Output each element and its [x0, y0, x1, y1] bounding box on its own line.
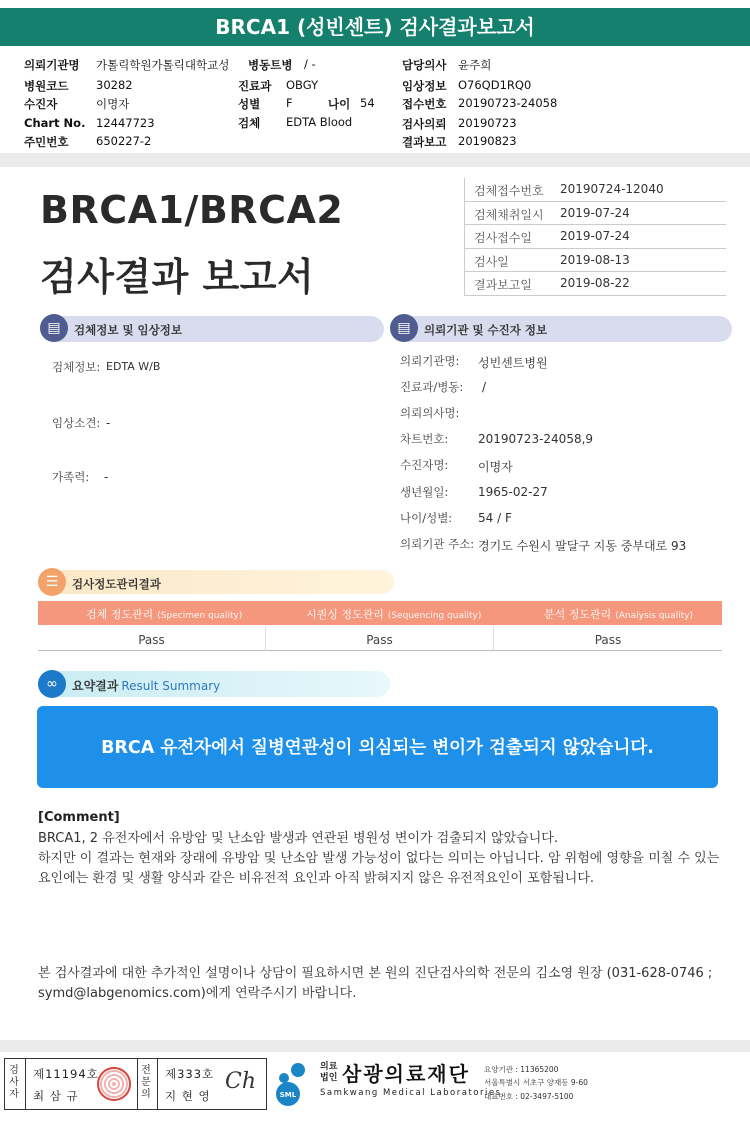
header-key: 검사의뢰: [402, 117, 447, 131]
date-row: [464, 225, 726, 249]
qc-column-header: 시퀀싱 정도관리 (Sequencing quality): [306, 608, 482, 621]
comment-paragraph-2: 하지만 이 결과는 현재와 장래에 유방암 및 난소암 발생 가능성이 없다는 의미는 아닙니다. 암 위험에 영향을 미칠 수 있는 요인에는 환경 및 생활 양식과 같은 비유전적 요인과 아직 밝혀지지 않은 유전적요인이 포함됩니다.: [38, 851, 720, 886]
date-row: [464, 178, 726, 202]
header-key: 검체: [238, 116, 261, 130]
contact-paragraph: 본 검사결과에 대한 추가적인 설명이나 상담이 필요하시면 본 원의 진단검사의학 전문의 김소영 원장 (031-628-0746 ; symd@labgenomics.com)에게 연락주시기 바랍니다.: [38, 966, 713, 1001]
comment-title: [Comment]: [38, 810, 120, 825]
specimen-section-header: [40, 316, 384, 342]
examiner-name: 최 삼 규: [33, 1089, 79, 1103]
patient-value: 이명자: [478, 460, 513, 474]
family-history-value: -: [104, 470, 109, 484]
date-row: [464, 272, 726, 296]
date-row: [464, 202, 726, 226]
patient-label: 수진자명:: [400, 458, 449, 472]
date-value: 2019-07-24: [560, 205, 630, 220]
specialist-name: 지 현 영: [165, 1089, 211, 1103]
patient-value: 1965-02-27: [478, 485, 548, 499]
summary-result-box: BRCA 유전자에서 질병연관성이 의심되는 변이가 검출되지 않았습니다.: [37, 706, 718, 788]
header-value: 20190723-24058: [458, 96, 558, 110]
header-key: 접수번호: [402, 97, 447, 111]
qc-result-specimen: Pass: [38, 627, 266, 651]
signature-divider: [137, 1059, 138, 1109]
header-value: 윤주희: [458, 58, 492, 72]
header-key: 결과보고: [402, 135, 447, 149]
patient-value: 54 / F: [478, 511, 512, 525]
summary-title: 요약결과 Result Summary: [72, 679, 221, 693]
qc-result-sequencing: Pass: [266, 627, 494, 651]
date-value: 2019-08-22: [560, 276, 630, 290]
header-key: 수진자: [24, 97, 58, 111]
specimen-value: EDTA W/B: [106, 360, 161, 373]
header-key: 담당의사: [402, 58, 447, 72]
header-key: 병동트병: [248, 58, 293, 72]
header-key: 나이: [328, 97, 351, 111]
specimen-label: 검체정보:: [52, 360, 101, 374]
specialist-label: 전문의: [141, 1065, 151, 1100]
signature-divider: [157, 1059, 158, 1109]
date-key: 검체접수번호: [474, 184, 544, 198]
patient-label: 차트번호:: [400, 432, 449, 446]
report-title-line1: BRCA1/BRCA2: [40, 188, 344, 232]
header-value: EDTA Blood: [286, 115, 353, 129]
date-table: [464, 178, 726, 296]
sml-logo-icon: [272, 1060, 316, 1106]
date-key: 검사접수일: [474, 231, 532, 245]
logo-info-line: 서울특별시 서초구 양재동 9-60: [484, 1078, 588, 1087]
seal-stamp-icon: [97, 1067, 131, 1101]
header-value: OBGY: [286, 78, 319, 92]
logo-name: 삼광의료재단: [342, 1062, 470, 1086]
header-value: 54: [360, 96, 375, 110]
specialist-license: 제333호: [165, 1067, 215, 1081]
signature-box: [4, 1058, 267, 1110]
header-key: 의뢰기관명: [24, 58, 80, 72]
header-value: 650227-2: [96, 134, 152, 148]
section-title: 의뢰기관 및 수진자 정보: [424, 323, 548, 337]
header-value: 30282: [96, 78, 133, 92]
header-value: 가톨릭학원가톨릭대학교성: [96, 58, 230, 72]
examiner-label: 검사자: [9, 1065, 19, 1100]
logo-mark-text: SML: [279, 1091, 297, 1099]
header-value: F: [286, 96, 293, 110]
date-key: 결과보고일: [474, 278, 532, 292]
header-value: / -: [304, 57, 316, 71]
report-title-line2: 검사결과 보고서: [40, 255, 315, 299]
patient-label: 진료과/병동:: [400, 380, 464, 394]
footer-divider: [0, 1040, 750, 1052]
header-divider: [0, 153, 750, 167]
date-value: 2019-07-24: [560, 229, 630, 243]
header-key: 주민번호: [24, 135, 69, 149]
header-key: 병원코드: [24, 79, 69, 93]
patient-label: 생년월일:: [400, 485, 449, 499]
qc-column-header: 검체 정도관리 (Specimen quality): [86, 608, 243, 621]
date-row: [464, 249, 726, 273]
logo-info-line: 요양기관 : 11365200: [484, 1065, 559, 1074]
handwritten-signature-icon: Ch: [225, 1069, 257, 1094]
clipboard-icon: ▤: [40, 314, 68, 342]
date-key: 검사일: [474, 254, 509, 269]
header-key: 진료과: [238, 79, 272, 93]
patient-section-header: [390, 316, 732, 342]
patient-value: 성빈센트병원: [478, 356, 548, 370]
examiner-license: 제11194호: [33, 1067, 99, 1081]
patient-label: 의뢰기관명:: [400, 354, 460, 368]
clipboard-icon: ▤: [390, 314, 418, 342]
date-key: 검체채취일시: [474, 207, 544, 222]
clinical-value: -: [106, 416, 111, 430]
logo-corp-label: 의료 법인: [320, 1062, 338, 1083]
header-key: 성별: [238, 97, 261, 111]
header-value: 20190823: [458, 134, 517, 148]
header-value: O76QD1RQ0: [458, 78, 532, 92]
header-key: Chart No.: [24, 116, 86, 130]
qc-column-header: 분석 정도관리 (Analysis quality): [544, 608, 694, 621]
logo-info-line: 대표번호 : 02-3497-5100: [484, 1092, 574, 1101]
patient-label: 의뢰기관 주소:: [400, 537, 475, 551]
qc-section-title: 검사정도관리결과: [72, 577, 161, 591]
patient-value: /: [482, 380, 487, 394]
patient-value: 20190723-24058,9: [478, 432, 594, 446]
qc-table-header: [38, 601, 722, 625]
clinical-label: 임상소견:: [52, 416, 101, 430]
comment-paragraph-1: BRCA1, 2 유전자에서 유방암 및 난소암 발생과 연관된 병원성 변이가 검출되지 않았습니다.: [38, 831, 558, 846]
section-title: 검체정보 및 임상정보: [74, 323, 182, 337]
header-value: 20190723: [458, 116, 517, 130]
header-value: 이명자: [96, 97, 130, 111]
patient-value: 경기도 수원시 팔달구 지동 중부대로 93: [478, 539, 687, 553]
logo-english-name: Samkwang Medical Laboratories: [320, 1088, 502, 1098]
header-value: 12447723: [96, 116, 155, 130]
patient-label: 나이/성별:: [400, 511, 453, 525]
family-history-label: 가족력:: [52, 470, 90, 484]
report-top-title: BRCA1 (성빈센트) 검사결과보고서: [0, 8, 750, 46]
ribbon-icon: ∞: [38, 670, 66, 698]
header-key: 임상정보: [402, 79, 447, 93]
date-value: 20190724-12040: [560, 182, 664, 196]
qc-result-analysis: Pass: [494, 627, 722, 651]
patient-label: 의뢰의사명:: [400, 406, 460, 420]
signature-divider: [25, 1059, 26, 1109]
date-value: 2019-08-13: [560, 252, 630, 267]
document-icon: ☰: [38, 568, 66, 596]
